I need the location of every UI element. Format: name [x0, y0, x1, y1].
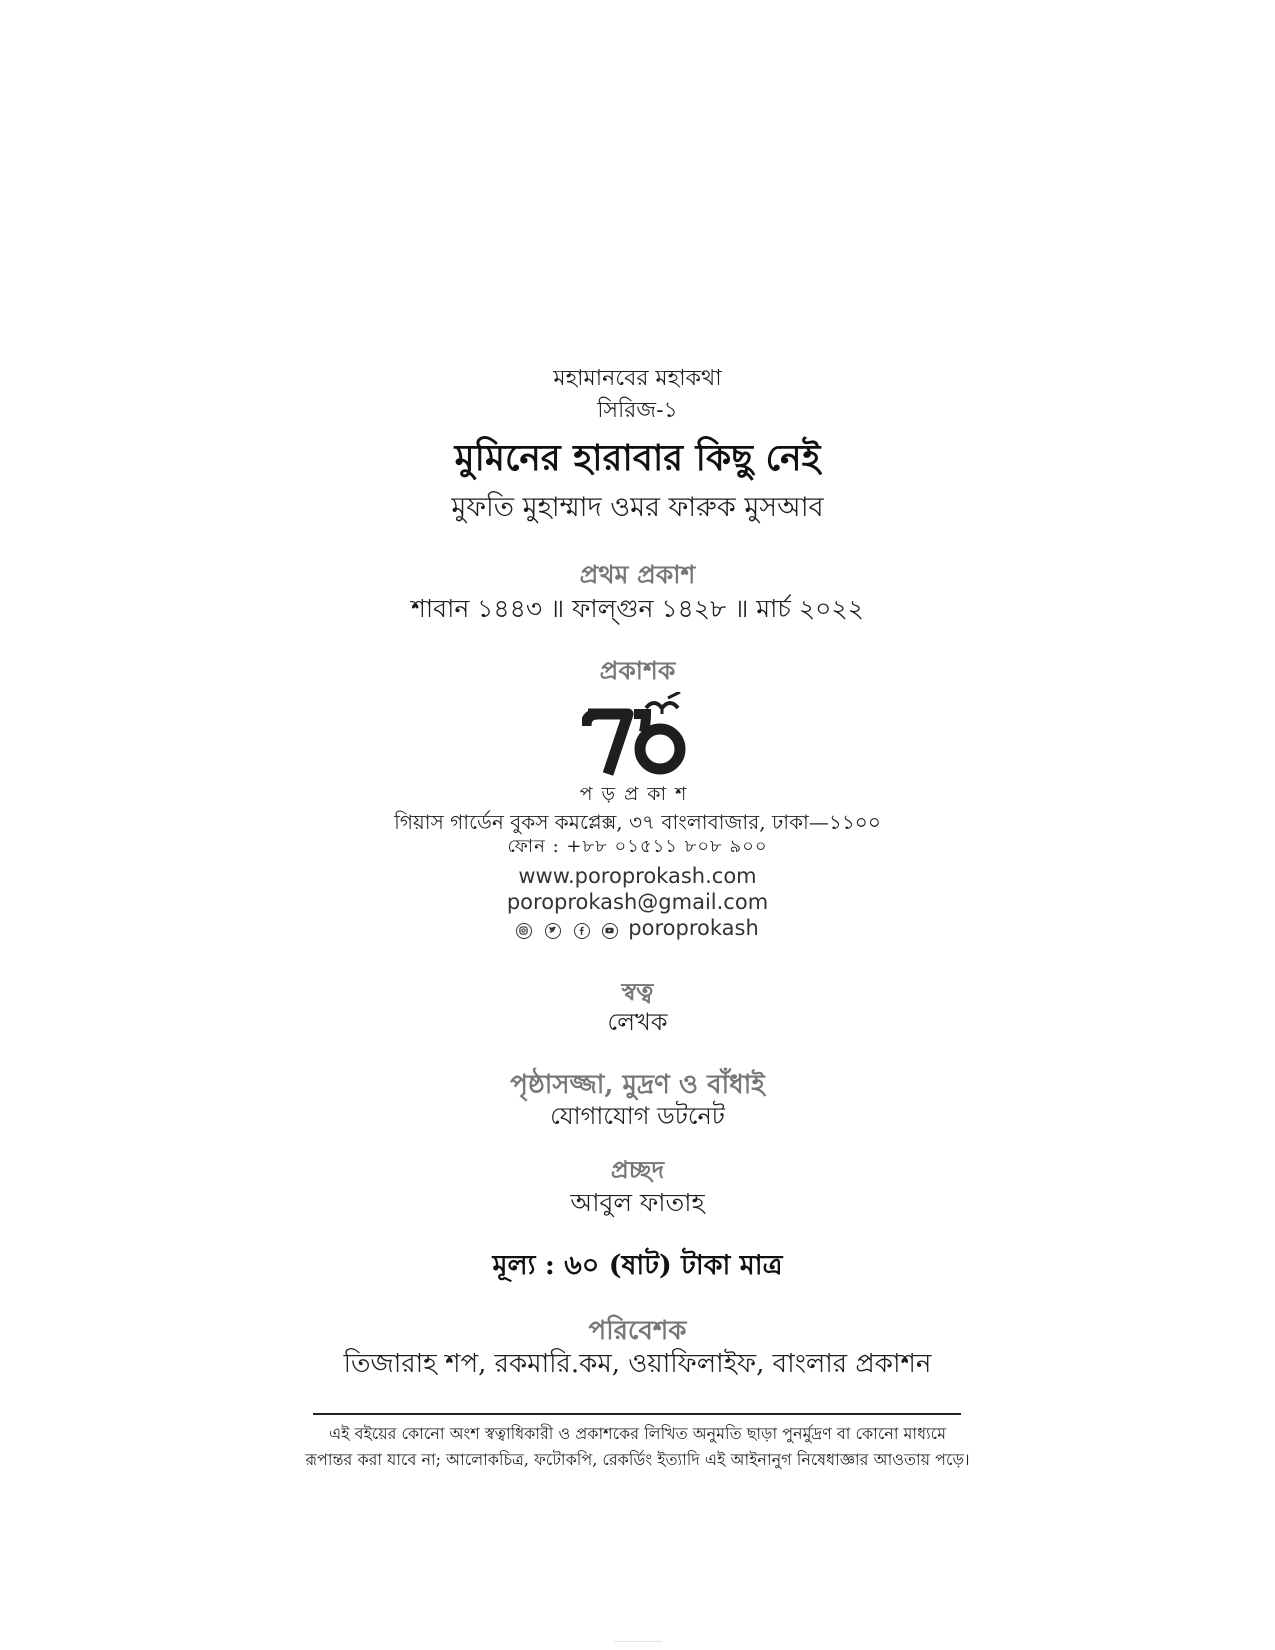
publisher-logo — [582, 692, 692, 778]
social-icons — [516, 920, 624, 941]
layout-printing-value: যোগাযোগ ডটনেট — [550, 1102, 725, 1130]
page-bottom-mark — [614, 1641, 662, 1642]
cover-heading: প্রচ্ছদ — [610, 1155, 665, 1184]
publisher-logo-text: পড়প্রকাশ — [579, 783, 696, 805]
divider — [313, 1413, 961, 1415]
author-name: মুফতি মুহাম্মাদ ওমর ফারুক মুসআব — [451, 492, 824, 523]
publisher-address: গিয়াস গার্ডেন বুকস কমপ্লেক্স, ৩৭ বাংলাবাজার, ঢাকা—১১০০ — [394, 810, 881, 834]
first-publication-heading: প্রথম প্রকাশ — [579, 560, 696, 589]
publisher-heading: প্রকাশক — [599, 656, 676, 685]
facebook-icon — [574, 923, 590, 939]
series-name: মহামানবের মহাকথা — [553, 366, 722, 391]
social-handle: poroprokash — [628, 916, 759, 940]
cover-designer: আবুল ফাতাহ — [570, 1188, 705, 1217]
publisher-social — [0, 918, 1275, 941]
publisher-website: www.poroprokash.com — [518, 864, 757, 888]
distributors-heading: পরিবেশক — [588, 1316, 687, 1346]
distributors-list: তিজারাহ শপ, রকমারি.কম, ওয়াফিলাইফ, বাংলার প্রকাশন — [343, 1349, 932, 1379]
first-publication-date: শাবান ১৪৪৩ ॥ ফাল্গুন ১৪২৮ ॥ মার্চ ২০২২ — [411, 594, 864, 623]
publisher-email: poroprokash@gmail.com — [506, 890, 769, 914]
layout-printing-heading: পৃষ্ঠাসজ্জা, মুদ্রণ ও বাঁধাই — [510, 1070, 765, 1100]
copyright-notice-line-1: এই বইয়ের কোনো অংশ স্বত্বাধিকারী ও প্রকাশকের লিখিত অনুমতি ছাড়া পুনর্মুদ্রণ বা কোনো মাধ্যমে — [328, 1424, 946, 1443]
rights-heading: স্বত্ব — [621, 977, 654, 1006]
price: মূল্য : ৬০ (ষাট) টাকা মাত্র — [492, 1250, 783, 1281]
twitter-icon — [545, 923, 561, 939]
copyright-notice-line-2: রূপান্তর করা যাবে না; আলোকচিত্র, ফটোকপি, রেকর্ডিং ইত্যাদি এই আইনানুগ নিষেধাজ্ঞার আওতায় পড়ে। — [305, 1450, 970, 1469]
book-title: মুমিনের হারাবার কিছু নেই — [454, 437, 821, 479]
series-number: সিরিজ-১ — [597, 398, 678, 423]
instagram-icon — [516, 923, 532, 939]
publisher-phone: ফোন : +৮৮ ০১৫১১ ৮০৮ ৯০০ — [507, 836, 768, 857]
rights-holder: লেখক — [607, 1008, 668, 1036]
publisher-logo-mark — [582, 692, 692, 778]
youtube-icon — [602, 923, 618, 939]
